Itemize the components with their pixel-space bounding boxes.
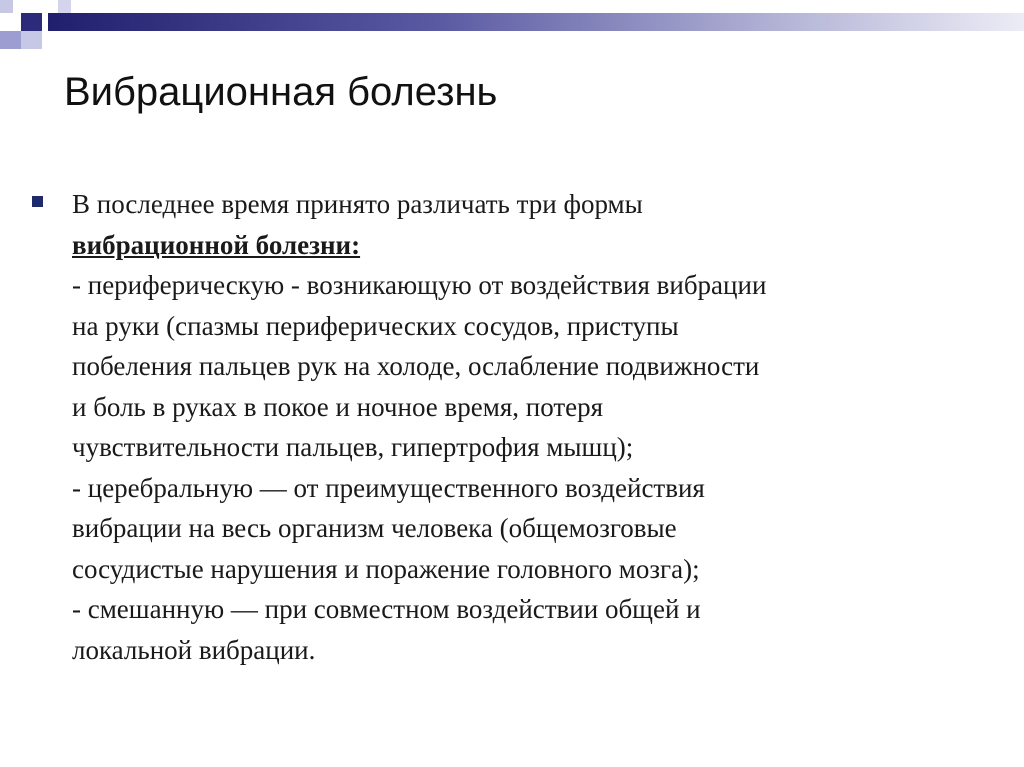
body-text-line: В последнее время принято различать три формы <box>72 189 643 219</box>
body-text-line: - периферическую - возникающую от воздействия вибрации <box>72 270 767 300</box>
decorative-square <box>58 0 71 13</box>
emphasized-term: вибрационной болезни: <box>72 229 361 260</box>
square-bullet-icon <box>32 196 43 207</box>
body-text-line: сосудистые нарушения и поражение головного мозга); <box>72 553 700 584</box>
body-text-line: чувствительности пальцев, гипертрофия мышц); <box>72 432 634 462</box>
bullet-item <box>30 184 990 670</box>
decorative-square <box>0 0 13 13</box>
header-gradient-bar <box>48 13 1024 31</box>
slide-title: Вибрационная болезнь <box>64 70 498 114</box>
decorative-square <box>0 31 21 49</box>
body-text-line: локальной вибрации. <box>72 634 316 665</box>
decorative-square <box>21 13 42 31</box>
body-text-line: - церебральную — от преимущественного воздействия <box>72 472 705 503</box>
body-text-line: вибрации на весь организм человека (общемозговые <box>72 513 677 543</box>
slide-body <box>30 184 990 670</box>
body-text-line: побеления пальцев рук на холоде, ослабление подвижности <box>72 351 760 381</box>
body-text-line: - смешанную — при совместном воздействии общей и <box>72 594 701 624</box>
body-text-line: и боль в руках в покое и ночное время, потеря <box>72 391 604 422</box>
decorative-square <box>21 31 42 49</box>
body-text-line: на руки (спазмы периферических сосудов, приступы <box>72 310 679 341</box>
